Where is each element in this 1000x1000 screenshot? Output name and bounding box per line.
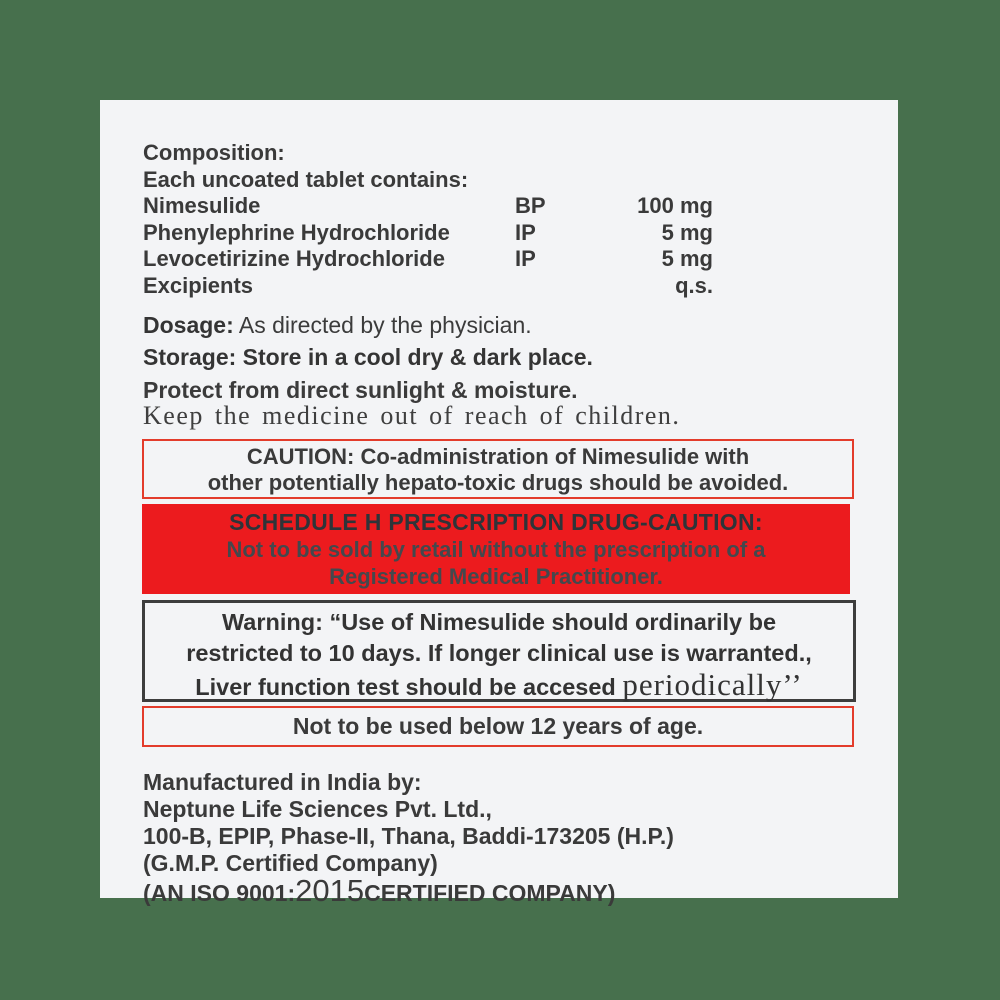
warning-line-1-text: “Use of Nimesulide should ordinarily be: [322, 609, 777, 635]
ingredient-pharmacopoeia: BP: [515, 193, 546, 218]
composition-section: [143, 140, 855, 299]
schedule-h-heading: SCHEDULE H PRESCRIPTION DRUG-CAUTION:: [229, 509, 763, 535]
ingredient-name: Levocetirizine Hydrochloride: [143, 246, 445, 271]
warning-box: [142, 600, 856, 702]
keep-away-line: Keep the medicine out of reach of children.: [143, 401, 681, 430]
medicine-label: [100, 100, 898, 908]
iso-suffix: CERTIFIED COMPANY): [364, 880, 616, 906]
composition-row: [143, 246, 855, 273]
warning-line-3-text: Liver function test should be accesed: [195, 674, 623, 700]
manufacturer-name: Neptune Life Sciences Pvt. Ltd.,: [143, 796, 492, 822]
caution-box: [142, 439, 854, 499]
warning-line-3: [145, 669, 853, 703]
protect-line: Protect from direct sunlight & moisture.: [143, 377, 578, 403]
ingredient-amount: 5 mg: [661, 246, 713, 271]
schedule-h-box: [142, 504, 850, 594]
composition-subheading: Each uncoated tablet contains:: [143, 166, 469, 192]
dosage-text: As directed by the physician.: [233, 312, 532, 338]
ingredient-amount: 5 mg: [661, 219, 713, 245]
warning-line-1: [145, 607, 853, 638]
caution-line-1: CAUTION: Co-administration of Nimesulide with: [246, 444, 750, 469]
age-restriction-box: Not to be used below 12 years of age.: [142, 706, 854, 747]
ingredient-name: Excipients: [143, 272, 254, 298]
ingredient-amount: 100 mg: [637, 193, 713, 218]
storage-line: Storage: Store in a cool dry & dark place.: [143, 344, 593, 370]
iso-year: 2015: [295, 873, 365, 908]
warning-label: Warning:: [221, 609, 323, 635]
schedule-h-line-1: Not to be sold by retail without the prescription of a: [226, 537, 766, 562]
composition-row: [143, 220, 855, 247]
ingredient-pharmacopoeia: [515, 273, 577, 300]
warning-periodically-serif: periodically’’: [622, 667, 803, 702]
manufacturer-address: 100-B, EPIP, Phase-II, Thana, Baddi-173205 (H.P.): [143, 823, 674, 849]
manufactured-in-line: Manufactured in India by:: [143, 769, 422, 795]
warning-line-2: restricted to 10 days. If longer clinical use is warranted.,: [186, 640, 812, 666]
dosage-line: [143, 312, 855, 339]
composition-row: [143, 193, 855, 220]
ingredient-amount: q.s.: [675, 272, 713, 298]
iso-prefix: (AN ISO 9001:: [143, 880, 296, 906]
ingredient-name: Phenylephrine Hydrochloride: [143, 219, 450, 245]
dosage-label: Dosage:: [143, 312, 234, 338]
caution-line-2: other potentially hepato-toxic drugs should be avoided.: [207, 470, 789, 495]
composition-row: [143, 273, 855, 300]
ingredient-pharmacopoeia: IP: [515, 246, 536, 271]
schedule-h-line-2: Registered Medical Practitioner.: [329, 564, 663, 589]
composition-heading: Composition:: [143, 140, 285, 165]
ingredient-pharmacopoeia: IP: [515, 219, 536, 245]
ingredient-name: Nimesulide: [143, 193, 261, 218]
iso-certified-line: [143, 873, 855, 908]
manufacturer-section: [143, 769, 855, 907]
gmp-certified-line: (G.M.P. Certified Company): [143, 850, 438, 876]
